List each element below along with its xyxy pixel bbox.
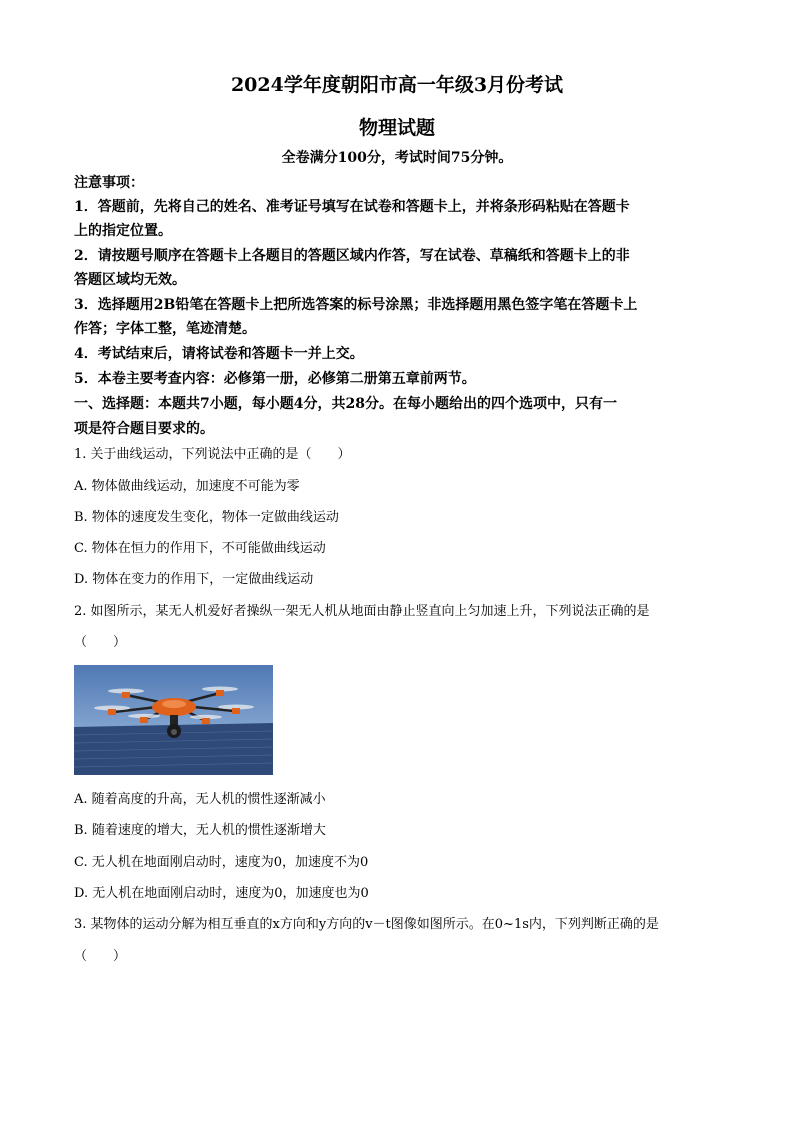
question-2-stem: 2. 如图所示，某无人机爱好者操纵一架无人机从地面由静止竖直向上匀加速上升，下列说法正确的是 xyxy=(74,604,650,619)
question-1-option-c: C. 物体在恒力的作用下，不可能做曲线运动 xyxy=(74,541,326,556)
notes-item: 4．考试结束后，请将试卷和答题卡一并上交。 xyxy=(74,346,364,362)
question-3-stem: 3. 某物体的运动分解为相互垂直的x方向和y方向的v－t图像如图所示。在0~1s内，下列判断正确的是 xyxy=(74,917,659,932)
notes-item: 1．答题前，先将自己的姓名、准考证号填写在试卷和答题卡上，并将条形码粘贴在答题卡 xyxy=(74,199,630,215)
question-2-option-b: B. 随着速度的增大，无人机的惯性逐渐增大 xyxy=(74,823,326,838)
question-1-option-d: D. 物体在变力的作用下，一定做曲线运动 xyxy=(74,572,314,587)
exam-info: 全卷满分100分，考试时间75分钟。 xyxy=(281,150,513,166)
notes-item: 3．选择题用2B铅笔在答题卡上把所选答案的标号涂黑；非选择题用黑色签字笔在答题卡上 xyxy=(74,297,638,313)
section-heading: 一、选择题：本题共7小题，每小题4分，共28分。在每小题给出的四个选项中，只有一 xyxy=(74,396,617,412)
question-1-option-b: B. 物体的速度发生变化，物体一定做曲线运动 xyxy=(74,510,339,525)
question-2-stem-cont: （ ） xyxy=(74,635,127,650)
notes-item: 5．本卷主要考查内容：必修第一册，必修第二册第五章前两节。 xyxy=(74,371,476,387)
drone-photo xyxy=(74,665,273,775)
subject-title: 物理试题 xyxy=(358,117,435,139)
section-heading-cont: 项是符合题目要求的。 xyxy=(74,421,214,437)
question-1-stem: 1. 关于曲线运动，下列说法中正确的是（ ） xyxy=(74,447,351,462)
question-2-option-d: D. 无人机在地面刚启动时，速度为0，加速度也为0 xyxy=(74,886,369,901)
question-2-option-a: A. 随着高度的升高，无人机的惯性逐渐减小 xyxy=(74,792,326,807)
notes-item: 2．请按题号顺序在答题卡上各题目的答题区域内作答，写在试卷、草稿纸和答题卡上的非 xyxy=(74,248,630,264)
question-1-option-a: A. 物体做曲线运动，加速度不可能为零 xyxy=(74,479,300,494)
notes-item: 作答；字体工整，笔迹清楚。 xyxy=(74,321,256,337)
exam-title: 2024学年度朝阳市高一年级3月份考试 xyxy=(230,74,564,96)
notes-item: 答题区域均无效。 xyxy=(74,272,186,288)
question-2-option-c: C. 无人机在地面刚启动时，速度为0，加速度不为0 xyxy=(74,855,369,870)
notes-heading: 注意事项： xyxy=(74,175,144,191)
question-3-stem-cont: （ ） xyxy=(74,949,127,964)
notes-item: 上的指定位置。 xyxy=(74,223,172,239)
